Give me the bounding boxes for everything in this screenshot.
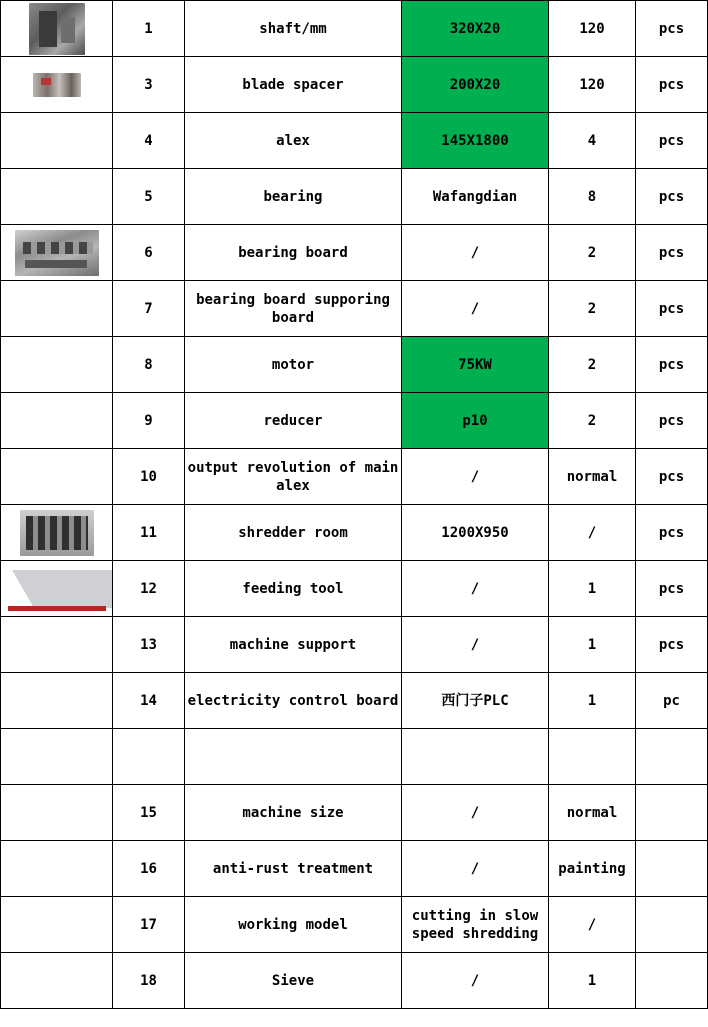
image-cell xyxy=(1,169,113,225)
item-spec: cutting in slow speed shredding xyxy=(402,897,549,953)
item-quantity: 1 xyxy=(549,561,636,617)
item-unit: pcs xyxy=(636,1,708,57)
item-quantity: 8 xyxy=(549,169,636,225)
item-unit xyxy=(636,785,708,841)
item-quantity: 120 xyxy=(549,1,636,57)
shaft-photo-image xyxy=(29,3,85,55)
table-row-empty xyxy=(1,729,708,785)
item-quantity xyxy=(549,729,636,785)
item-unit: pcs xyxy=(636,505,708,561)
item-spec: / xyxy=(402,785,549,841)
shredder-room-photo-image xyxy=(20,510,94,556)
item-name: bearing board xyxy=(185,225,402,281)
item-spec: / xyxy=(402,561,549,617)
item-unit: pcs xyxy=(636,617,708,673)
item-spec: / xyxy=(402,449,549,505)
table-row xyxy=(1,449,708,505)
image-cell xyxy=(1,841,113,897)
blade-spacer-photo-image xyxy=(33,73,81,97)
item-spec: p10 xyxy=(402,393,549,449)
item-number: 13 xyxy=(113,617,185,673)
item-spec: 西门子PLC xyxy=(402,673,549,729)
image-cell xyxy=(1,505,113,561)
table-row xyxy=(1,505,708,561)
item-spec: / xyxy=(402,281,549,337)
bearing-board-photo-image xyxy=(15,230,99,276)
item-number: 9 xyxy=(113,393,185,449)
item-quantity: 2 xyxy=(549,281,636,337)
item-quantity: painting xyxy=(549,841,636,897)
item-name: working model xyxy=(185,897,402,953)
table-row xyxy=(1,673,708,729)
item-spec: Wafangdian xyxy=(402,169,549,225)
image-cell xyxy=(1,673,113,729)
item-quantity: 4 xyxy=(549,113,636,169)
table-row xyxy=(1,281,708,337)
item-number: 18 xyxy=(113,953,185,1009)
item-number: 7 xyxy=(113,281,185,337)
item-spec: / xyxy=(402,841,549,897)
item-spec: / xyxy=(402,953,549,1009)
image-cell xyxy=(1,617,113,673)
item-name: machine support xyxy=(185,617,402,673)
item-name: motor xyxy=(185,337,402,393)
item-number xyxy=(113,729,185,785)
item-spec: / xyxy=(402,225,549,281)
image-cell xyxy=(1,281,113,337)
item-number: 17 xyxy=(113,897,185,953)
image-cell xyxy=(1,785,113,841)
item-unit: pcs xyxy=(636,225,708,281)
item-unit: pcs xyxy=(636,169,708,225)
table-row xyxy=(1,617,708,673)
image-cell xyxy=(1,393,113,449)
image-cell xyxy=(1,561,113,617)
table-row xyxy=(1,785,708,841)
table-row xyxy=(1,1,708,57)
image-cell xyxy=(1,113,113,169)
item-quantity: 120 xyxy=(549,57,636,113)
item-number: 14 xyxy=(113,673,185,729)
item-number: 6 xyxy=(113,225,185,281)
item-spec: 1200X950 xyxy=(402,505,549,561)
item-quantity: 2 xyxy=(549,393,636,449)
item-spec: 75KW xyxy=(402,337,549,393)
image-cell xyxy=(1,897,113,953)
image-cell xyxy=(1,337,113,393)
item-number: 3 xyxy=(113,57,185,113)
item-unit: pcs xyxy=(636,561,708,617)
item-unit xyxy=(636,841,708,897)
image-cell xyxy=(1,953,113,1009)
item-quantity: normal xyxy=(549,449,636,505)
item-spec: 320X20 xyxy=(402,1,549,57)
item-name: blade spacer xyxy=(185,57,402,113)
item-unit xyxy=(636,953,708,1009)
item-name xyxy=(185,729,402,785)
item-name: machine size xyxy=(185,785,402,841)
item-unit: pcs xyxy=(636,337,708,393)
item-unit xyxy=(636,729,708,785)
table-row xyxy=(1,169,708,225)
item-unit: pcs xyxy=(636,57,708,113)
item-number: 15 xyxy=(113,785,185,841)
image-cell xyxy=(1,1,113,57)
item-quantity: / xyxy=(549,505,636,561)
table-row xyxy=(1,225,708,281)
item-name: alex xyxy=(185,113,402,169)
item-unit: pcs xyxy=(636,393,708,449)
item-quantity: 2 xyxy=(549,337,636,393)
item-quantity: normal xyxy=(549,785,636,841)
item-quantity: 1 xyxy=(549,617,636,673)
item-spec: 145X1800 xyxy=(402,113,549,169)
item-name: bearing xyxy=(185,169,402,225)
item-number: 10 xyxy=(113,449,185,505)
table-row xyxy=(1,841,708,897)
table-row xyxy=(1,393,708,449)
item-number: 12 xyxy=(113,561,185,617)
item-name: reducer xyxy=(185,393,402,449)
table-row xyxy=(1,897,708,953)
item-name: bearing board supporing board xyxy=(185,281,402,337)
table-row xyxy=(1,337,708,393)
item-number: 16 xyxy=(113,841,185,897)
item-unit: pcs xyxy=(636,281,708,337)
image-cell xyxy=(1,449,113,505)
item-number: 11 xyxy=(113,505,185,561)
item-number: 5 xyxy=(113,169,185,225)
image-cell xyxy=(1,225,113,281)
item-quantity: / xyxy=(549,897,636,953)
item-name: feeding tool xyxy=(185,561,402,617)
item-number: 8 xyxy=(113,337,185,393)
item-name: electricity control board xyxy=(185,673,402,729)
item-unit xyxy=(636,897,708,953)
item-name: anti-rust treatment xyxy=(185,841,402,897)
table-row xyxy=(1,113,708,169)
item-quantity: 2 xyxy=(549,225,636,281)
item-unit: pcs xyxy=(636,449,708,505)
item-unit: pcs xyxy=(636,113,708,169)
item-unit: pc xyxy=(636,673,708,729)
item-name: shredder room xyxy=(185,505,402,561)
table-row xyxy=(1,57,708,113)
image-cell xyxy=(1,57,113,113)
item-name: shaft/mm xyxy=(185,1,402,57)
item-name: Sieve xyxy=(185,953,402,1009)
item-spec: / xyxy=(402,617,549,673)
feeding-tool-photo-image xyxy=(8,566,106,612)
item-number: 4 xyxy=(113,113,185,169)
item-spec xyxy=(402,729,549,785)
image-cell xyxy=(1,729,113,785)
item-quantity: 1 xyxy=(549,953,636,1009)
table-row xyxy=(1,953,708,1009)
item-number: 1 xyxy=(113,1,185,57)
item-spec: 200X20 xyxy=(402,57,549,113)
table-row xyxy=(1,561,708,617)
item-quantity: 1 xyxy=(549,673,636,729)
item-name: output revolution of main alex xyxy=(185,449,402,505)
